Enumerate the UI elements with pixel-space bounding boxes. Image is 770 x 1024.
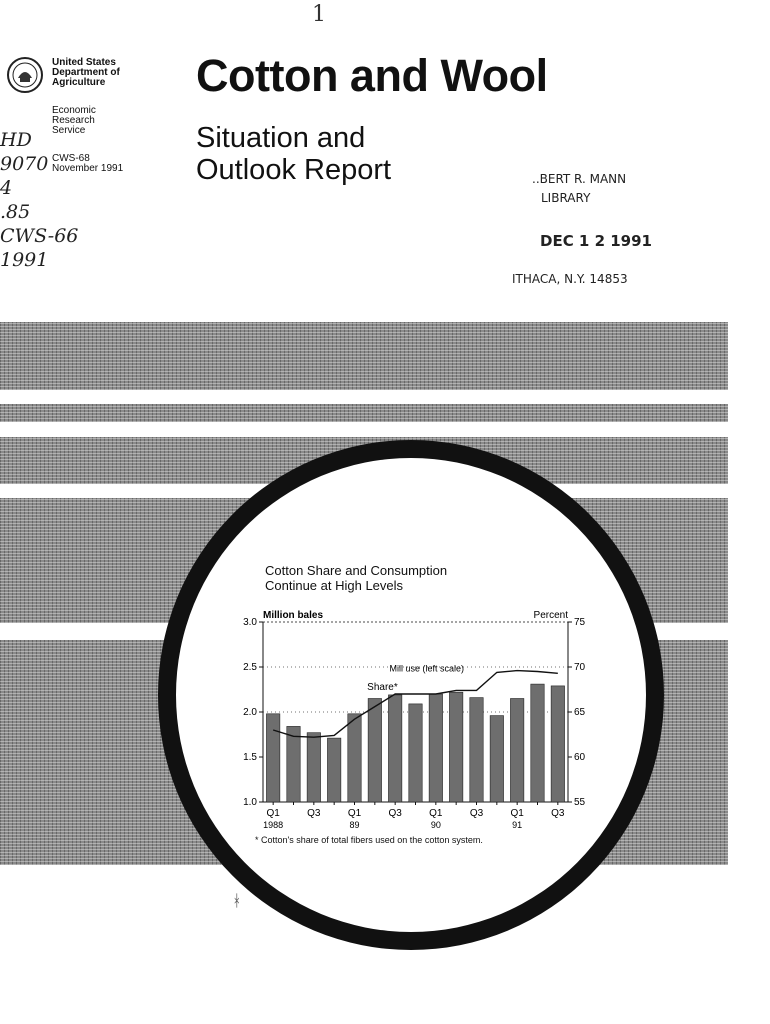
y-tick-label: 1.0 xyxy=(243,797,257,808)
report-title: Cotton and Wool xyxy=(196,50,548,101)
year-label: 1988 xyxy=(263,820,284,830)
handwritten-line: 9070 xyxy=(0,153,49,175)
cotton-chart xyxy=(220,600,600,840)
x-tick-label: Q3 xyxy=(469,808,484,819)
bar xyxy=(307,733,320,802)
year-label: 91 xyxy=(512,820,523,830)
handwritten-line: CWS-66 xyxy=(0,225,79,247)
report-date: November 1991 xyxy=(52,163,124,174)
bar xyxy=(388,695,401,802)
x-tick-label: Q3 xyxy=(551,808,565,819)
x-tick-label: Q1 xyxy=(347,808,362,819)
bar xyxy=(490,716,503,802)
handwritten-call-number xyxy=(0,128,78,272)
page-number: 1 xyxy=(312,2,326,27)
bar xyxy=(510,699,523,803)
agency-line: Department of xyxy=(52,67,120,78)
agency-name xyxy=(52,58,120,88)
mill-use-series-label: Mill use (left scale) xyxy=(389,663,465,674)
stray-mark: ᚼ xyxy=(232,893,242,910)
year-label: 89 xyxy=(349,820,360,830)
subtitle-line: Outlook Report xyxy=(196,154,392,186)
x-tick-label: Q1 xyxy=(266,808,280,819)
y-tick-label: 2.0 xyxy=(243,707,257,718)
service-line: Service xyxy=(52,125,86,136)
bar xyxy=(409,704,422,802)
library-stamp-library: LIBRARY xyxy=(541,191,591,205)
share-series-label: Share* xyxy=(367,682,398,693)
x-tick-label: Q3 xyxy=(388,808,402,819)
halftone-band xyxy=(0,404,728,422)
x-tick-label: Q1 xyxy=(510,808,524,819)
subtitle-line: Situation and xyxy=(196,122,366,154)
chart-title-line: Continue at High Levels xyxy=(265,578,404,593)
handwritten-line: .85 xyxy=(0,201,31,223)
report-subtitle xyxy=(196,122,391,186)
y-axis-label: Million bales xyxy=(263,610,324,621)
library-stamp-city: ITHACA, N.Y. 14853 xyxy=(512,272,628,286)
y2-tick-label: 70 xyxy=(574,662,586,673)
bar xyxy=(531,684,544,802)
bar xyxy=(266,714,279,802)
chart-title-line: Cotton Share and Consumption xyxy=(265,563,448,578)
x-tick-label: Q3 xyxy=(307,808,321,819)
x-tick-label: Q1 xyxy=(429,808,443,819)
service-line: Economic xyxy=(52,105,96,116)
bar xyxy=(348,714,361,802)
y2-tick-label: 60 xyxy=(574,752,586,763)
bar xyxy=(327,738,340,802)
y-tick-label: 3.0 xyxy=(243,617,257,628)
handwritten-line: 1991 xyxy=(0,249,49,271)
year-label: 90 xyxy=(430,820,441,830)
y2-axis-label: Percent xyxy=(533,610,568,621)
y2-tick-label: 65 xyxy=(574,707,586,718)
y-tick-label: 2.5 xyxy=(243,662,257,673)
halftone-band xyxy=(0,322,728,390)
agency-line: Agriculture xyxy=(52,77,106,88)
chart-footnote: * Cotton's share of total fibers used on the cotton system. xyxy=(255,835,483,845)
y2-tick-label: 55 xyxy=(574,797,586,808)
library-stamp-date: DEC 1 2 1991 xyxy=(540,232,652,250)
bar xyxy=(287,726,300,802)
handwritten-line: 4 xyxy=(0,177,13,199)
y2-tick-label: 75 xyxy=(574,617,586,628)
y-tick-label: 1.5 xyxy=(243,752,257,763)
bar xyxy=(368,699,381,803)
bar xyxy=(470,698,483,802)
report-code: CWS-68 xyxy=(52,153,90,164)
bar xyxy=(429,694,442,802)
library-stamp-name: ..BERT R. MANN xyxy=(532,172,627,186)
service-line: Research xyxy=(52,115,95,126)
usda-seal-icon xyxy=(6,56,44,94)
bar xyxy=(449,692,462,802)
bar xyxy=(551,686,564,802)
chart-title xyxy=(265,563,447,593)
handwritten-line: HD xyxy=(0,129,32,151)
agency-line: United States xyxy=(52,57,116,68)
